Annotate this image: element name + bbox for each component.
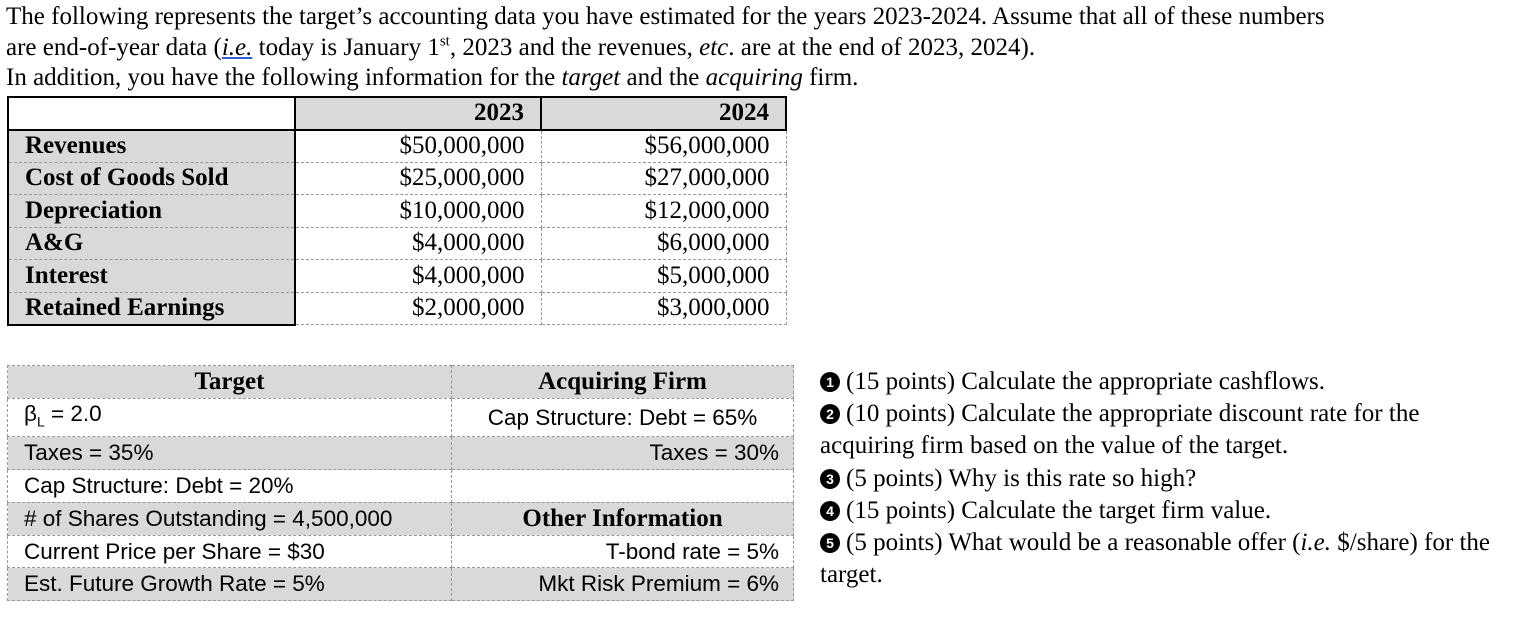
intro-line-3: In addition, you have the following information for the target and the acquiring firm. (6, 64, 859, 91)
target-cap-structure: Cap Structure: Debt = 20% (8, 470, 452, 503)
question-5: 5 (5 points) What would be a reasonable offer (i.e. $/share) for the target. (820, 529, 1490, 589)
table-row (8, 535, 794, 568)
table-row (8, 398, 794, 437)
empty-cell (452, 470, 794, 503)
table-row (8, 195, 786, 228)
ie-abbrev: i.e. (221, 34, 253, 61)
value-2023: $10,000,000 (295, 195, 541, 228)
market-risk-premium: Mkt Risk Premium = 6% (452, 568, 794, 601)
table-row (8, 260, 786, 293)
questions-list (820, 366, 1520, 591)
number-5-badge: 5 (820, 533, 840, 553)
number-4-badge: 4 (820, 501, 840, 521)
accounting-table (7, 96, 787, 326)
number-3-badge: 3 (820, 469, 840, 489)
intro-line-2: are end-of-year data (i.e. today is January 1st, 2023 and the revenues, etc. are at the end of 2023, 2024). (6, 33, 1036, 61)
number-1-badge: 1 (820, 372, 840, 392)
row-label: Retained Earnings (8, 292, 295, 325)
question-1: 1 (15 points) Calculate the appropriate cashflows. (820, 366, 1520, 398)
accounting-header-row (8, 97, 786, 130)
value-2023: $25,000,000 (295, 162, 541, 195)
table-row (8, 130, 786, 163)
table-row (8, 227, 786, 260)
acquirer-taxes: Taxes = 30% (452, 437, 794, 470)
target-share-price: Current Price per Share = $30 (8, 535, 452, 568)
acquirer-header: Acquiring Firm (452, 366, 794, 399)
table-row (8, 502, 794, 535)
value-2024: $6,000,000 (541, 227, 786, 260)
intro-line-1: The following represents the target’s accounting data you have estimated for the years 2023-2024. Assume that all of these numbers (6, 3, 1325, 30)
tbond-rate: T-bond rate = 5% (452, 535, 794, 568)
value-2024: $56,000,000 (541, 130, 786, 163)
value-2024: $27,000,000 (541, 162, 786, 195)
target-shares-outstanding: # of Shares Outstanding = 4,500,000 (8, 502, 452, 535)
target-growth-rate: Est. Future Growth Rate = 5% (8, 568, 452, 601)
value-2023: $4,000,000 (295, 260, 541, 293)
table-row (8, 366, 794, 399)
table-row (8, 162, 786, 195)
acquirer-cap-structure: Cap Structure: Debt = 65% (452, 398, 794, 437)
row-label: Revenues (8, 130, 295, 163)
target-header: Target (8, 366, 452, 399)
other-info-header: Other Information (452, 502, 794, 535)
value-2024: $5,000,000 (541, 260, 786, 293)
row-label: A&G (8, 227, 295, 260)
target-beta: $\beta_L = 2.0$ (8, 398, 452, 437)
header-blank-cell (8, 97, 295, 130)
table-row (8, 437, 794, 470)
col-header-2023: 2023 (295, 97, 541, 130)
target-taxes: Taxes = 35% (8, 437, 452, 470)
question-4: 4 (15 points) Calculate the target firm value. (820, 495, 1520, 527)
value-2024: $3,000,000 (541, 292, 786, 325)
table-row (8, 292, 786, 325)
value-2023: $4,000,000 (295, 227, 541, 260)
table-row (8, 470, 794, 503)
value-2024: $12,000,000 (541, 195, 786, 228)
firm-info-table (7, 365, 794, 601)
number-2-badge: 2 (820, 404, 840, 424)
question-3: 3 (5 points) Why is this rate so high? (820, 463, 1520, 495)
row-label: Interest (8, 260, 295, 293)
row-label: Cost of Goods Sold (8, 162, 295, 195)
question-2: 2 (10 points) Calculate the appropriate discount rate for the acquiring firm based on the value of the target. (820, 400, 1420, 460)
value-2023: $50,000,000 (295, 130, 541, 163)
value-2023: $2,000,000 (295, 292, 541, 325)
row-label: Depreciation (8, 195, 295, 228)
col-header-2024: 2024 (541, 97, 786, 130)
table-row (8, 568, 794, 601)
